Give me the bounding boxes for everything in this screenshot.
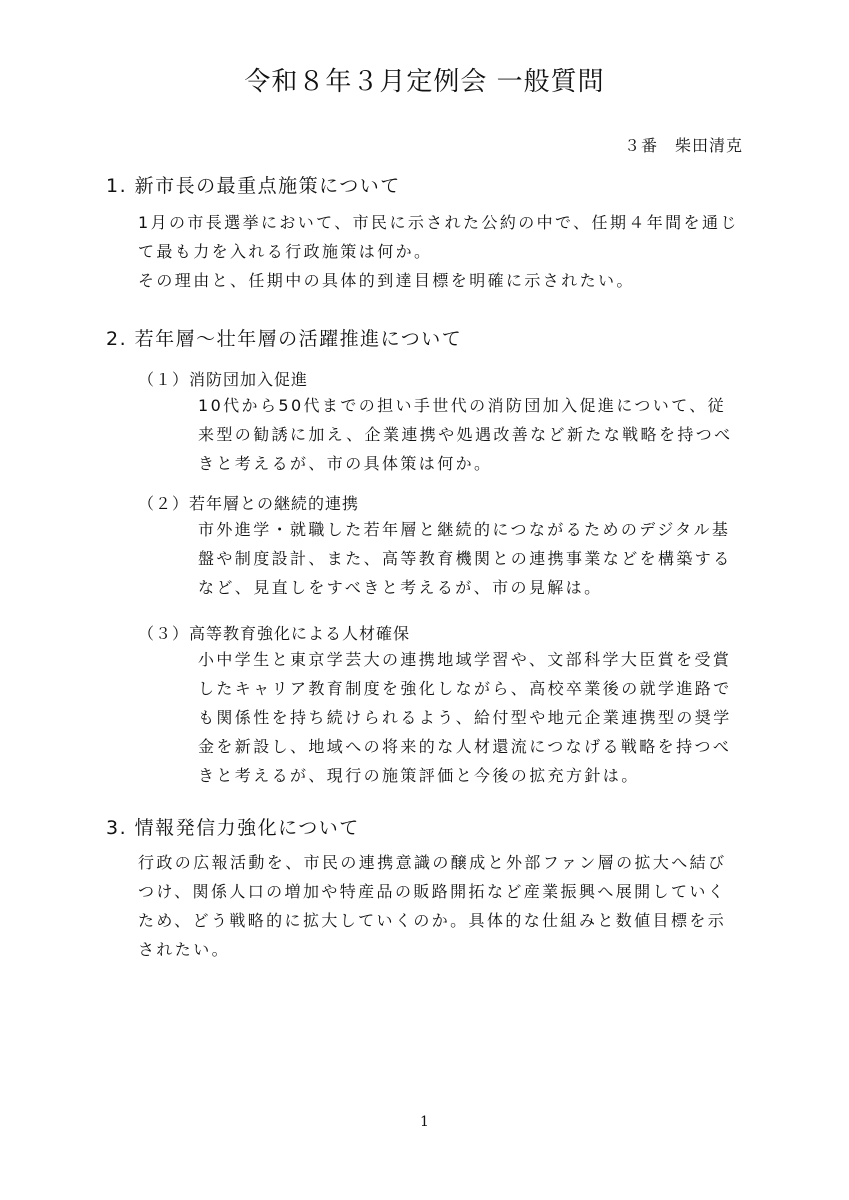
- section-1-paragraph-1: 1月の市長選挙において、市民に示された公約の中で、任期４年間を通じて最も力を入れる行政施策は何か。: [138, 213, 739, 261]
- section-1-paragraph-2: その理由と、任期中の具体的到達目標を明確に示されたい。: [138, 271, 635, 290]
- subsection-body-2-3: 小中学生と東京学芸大の連携地域学習や、文部科学大臣賞を受賞したキャリア教育制度を強化しながら、高校卒業後の就学進路でも関係性を持ち続けられるよう、給付型や地元企業連携型の奨学金を新設し、地域への将来的な人材還流につなげる戦略を持つべきと考えるが、現行の施策評価と今後の拡充方針は。: [198, 650, 732, 785]
- section-3-paragraph-1: 行政の広報活動を、市民の連携意識の醸成と外部ファン層の拡大へ結びつけ、関係人口の増加や特産品の販路開拓など産業振興へ展開していくため、どう戦略的に拡大していくのか。具体的な仕組みと数値目標を示されたい。: [138, 853, 727, 959]
- section-body-3: [138, 848, 744, 964]
- subsection-body-2-1: 10代から50代までの担い手世代の消防団加入促進について、従来型の勧誘に加え、企業連携や処遇改善など新たな戦略を持つべきと考えるが、市の具体策は何か。: [198, 396, 733, 473]
- subsection-heading-2-3: （３）高等教育強化による人材確保: [138, 624, 411, 643]
- subsection-heading-2-1: （１）消防団加入促進: [138, 370, 309, 389]
- page-title: 令和８年３月定例会 一般質問: [244, 67, 605, 97]
- author-label: ３番 柴田清克: [623, 136, 743, 155]
- section-heading-3: 3. 情報発信力強化について: [106, 817, 360, 839]
- section-heading-1: 1. 新市長の最重点施策について: [106, 175, 401, 197]
- subsection-body-2-2: 市外進学・就職した若年層と継続的につながるためのデジタル基盤や制度設計、また、高等教育機関との連携事業などを構築するなど、見直しをすべきと考えるが、市の見解は。: [198, 520, 732, 597]
- page-number: 1: [420, 1114, 429, 1130]
- section-heading-2: 2. 若年層〜壮年層の活躍推進について: [106, 328, 463, 350]
- section-body-1: [138, 208, 744, 295]
- subsection-heading-2-2: （２）若年層との継続的連携: [138, 494, 360, 513]
